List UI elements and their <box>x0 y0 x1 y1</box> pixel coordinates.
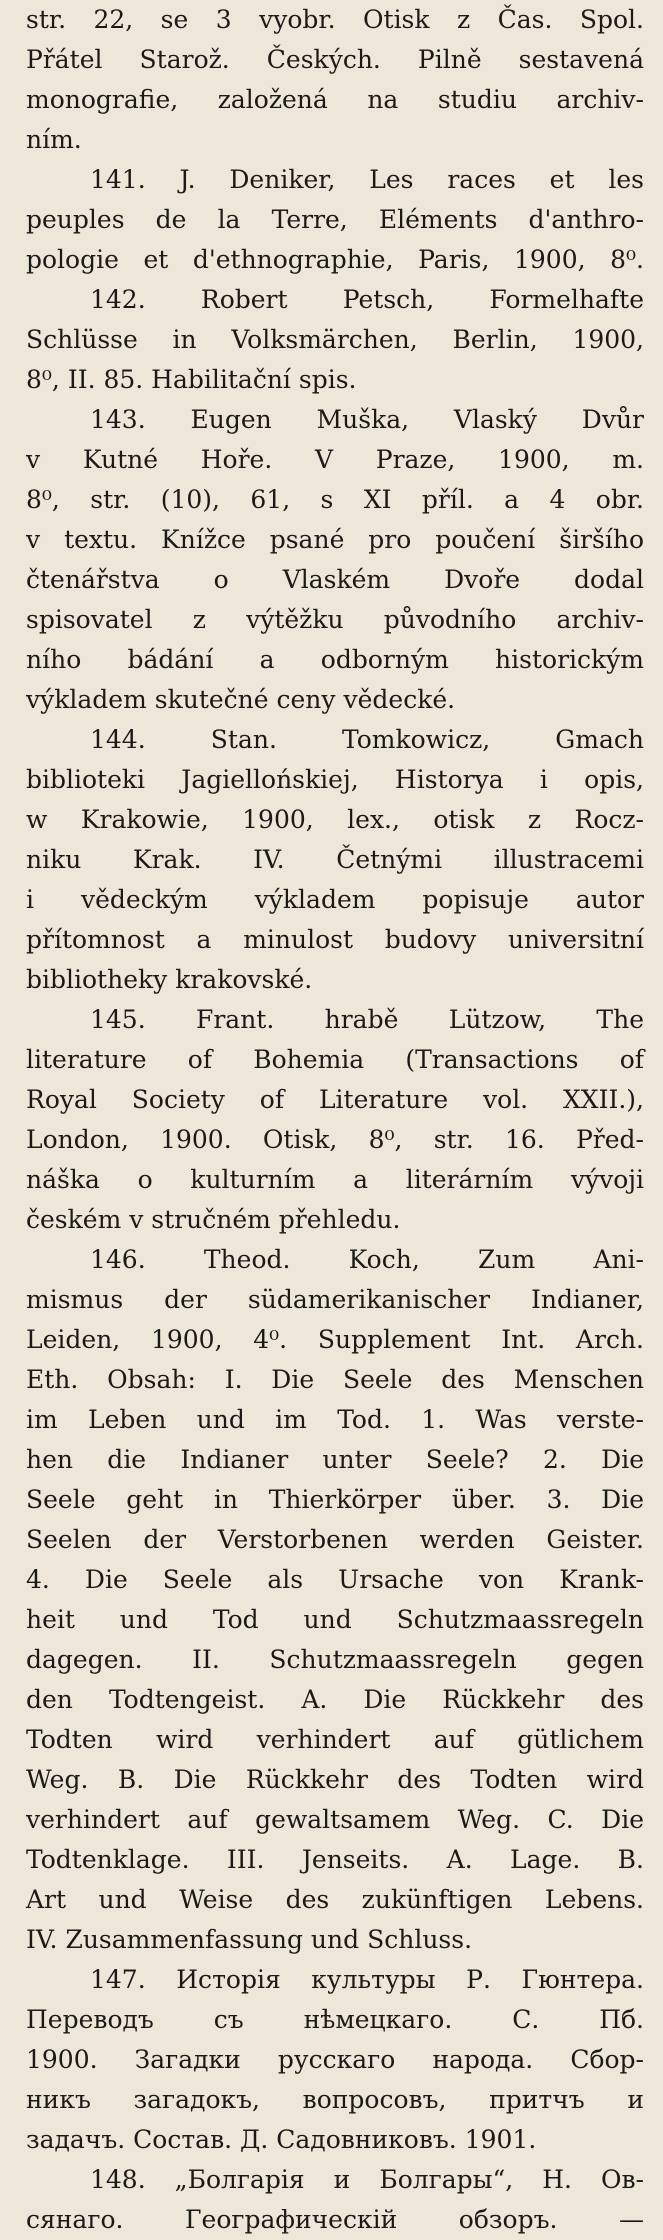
text-line: Leiden, 1900, 4⁰. Supplement Int. Arch. <box>26 1325 644 1354</box>
text-line: Eth. Obsah: I. Die Seele des Menschen <box>26 1365 644 1394</box>
text-line: heit und Tod und Schutzmaassregeln <box>26 1605 644 1634</box>
text-line: сянаго. Географическій обзоръ. — <box>26 2205 644 2234</box>
text-line: peuples de la Terre, Eléments d'anthro- <box>26 205 644 234</box>
text-line: Переводъ съ нѣмецкаго. С. Пб. <box>26 2005 644 2034</box>
text-line: Todten wird verhindert auf gütlichem <box>26 1725 644 1754</box>
text-line: Seelen der Verstorbenen werden Geister. <box>26 1525 644 1554</box>
text-line: bibliotheky krakovské. <box>26 965 313 994</box>
text-line: Přátel Starož. Českých. Pilně sestavená <box>26 45 644 74</box>
text-line: niku Krak. IV. Četnými illustracemi <box>26 845 644 874</box>
text-line: hen die Indianer unter Seele? 2. Die <box>26 1445 644 1474</box>
text-line: Seele geht in Thierkörper über. 3. Die <box>26 1485 644 1514</box>
text-line: výkladem skutečné ceny vědecké. <box>26 685 456 714</box>
text-line: čtenářstva o Vlaském Dvoře dodal <box>26 565 644 594</box>
text-line: Royal Society of Literature vol. XXII.), <box>26 1085 644 1114</box>
text-line: никъ загадокъ, вопросовъ, притчъ и <box>26 2085 644 2114</box>
text-line: ního bádání a odborným historickým <box>26 645 644 674</box>
text-line: náška o kulturním a literárním vývoji <box>26 1165 644 1194</box>
text-line: českém v stručném přehledu. <box>26 1205 401 1234</box>
text-line: i vědeckým výkladem popisuje autor <box>26 885 644 914</box>
entry-147-heading: 147. Исторія культуры Р. Гюнтера. <box>90 1965 644 1994</box>
text-line: London, 1900. Otisk, 8⁰, str. 16. Před- <box>26 1125 644 1154</box>
entry-141-heading: 141. J. Deniker, Les races et les <box>90 165 644 194</box>
text-line: spisovatel z výtěžku původního archiv- <box>26 605 644 634</box>
text-line: 8⁰, str. (10), 61, s XI příl. a 4 obr. <box>26 485 644 514</box>
text-line: 1900. Загадки русскаго народа. Сбор- <box>26 2045 644 2074</box>
entry-144-heading: 144. Stan. Tomkowicz, Gmach <box>90 725 644 754</box>
text-line: Todtenklage. III. Jenseits. A. Lage. B. <box>26 1845 644 1874</box>
entry-148-heading: 148. „Болгарія и Болгары“, Н. Ов- <box>90 2165 644 2194</box>
text-line: 8⁰, II. 85. Habilitační spis. <box>26 365 357 394</box>
text-line: ním. <box>26 125 82 154</box>
text-line: im Leben und im Tod. 1. Was verste- <box>26 1405 644 1434</box>
text-line: str. 22, se 3 vyobr. Otisk z Čas. Spol. <box>26 5 644 34</box>
text-line: přítomnost a minulost budovy universitní <box>26 925 644 954</box>
document-page <box>26 0 644 2240</box>
text-line: literature of Bohemia (Transactions of <box>26 1045 644 1074</box>
entry-143-heading: 143. Eugen Muška, Vlaský Dvůr <box>90 405 644 434</box>
text-line: biblioteki Jagiellońskiej, Historya i opis, <box>26 765 644 794</box>
text-line: dagegen. II. Schutzmaassregeln gegen <box>26 1645 644 1674</box>
text-line: Art und Weise des zukünftigen Lebens. <box>26 1885 644 1914</box>
text-line: den Todtengeist. A. Die Rückkehr des <box>26 1685 644 1714</box>
text-line: monografie, založená na studiu archiv- <box>26 85 644 114</box>
text-line: pologie et d'ethnographie, Paris, 1900, 8⁰. <box>26 245 644 274</box>
text-line: Schlüsse in Volksmärchen, Berlin, 1900, <box>26 325 644 354</box>
entry-142-heading: 142. Robert Petsch, Formelhafte <box>90 285 644 314</box>
text-line: mismus der südamerikanischer Indianer, <box>26 1285 644 1314</box>
text-line: IV. Zusammenfassung und Schluss. <box>26 1925 473 1954</box>
text-line: Weg. B. Die Rückkehr des Todten wird <box>26 1765 644 1794</box>
text-line: v Kutné Hoře. V Praze, 1900, m. <box>26 445 644 474</box>
text-line: задачъ. Состав. Д. Садовниковъ. 1901. <box>26 2125 537 2154</box>
text-line: v textu. Knížce psané pro poučení širšího <box>26 525 644 554</box>
text-line: verhindert auf gewaltsamem Weg. C. Die <box>26 1805 644 1834</box>
entry-145-heading: 145. Frant. hrabě Lützow, The <box>90 1005 644 1034</box>
entry-146-heading: 146. Theod. Koch, Zum Ani- <box>90 1245 644 1274</box>
text-line: w Krakowie, 1900, lex., otisk z Rocz- <box>26 805 644 834</box>
text-line: 4. Die Seele als Ursache von Krank- <box>26 1565 644 1594</box>
